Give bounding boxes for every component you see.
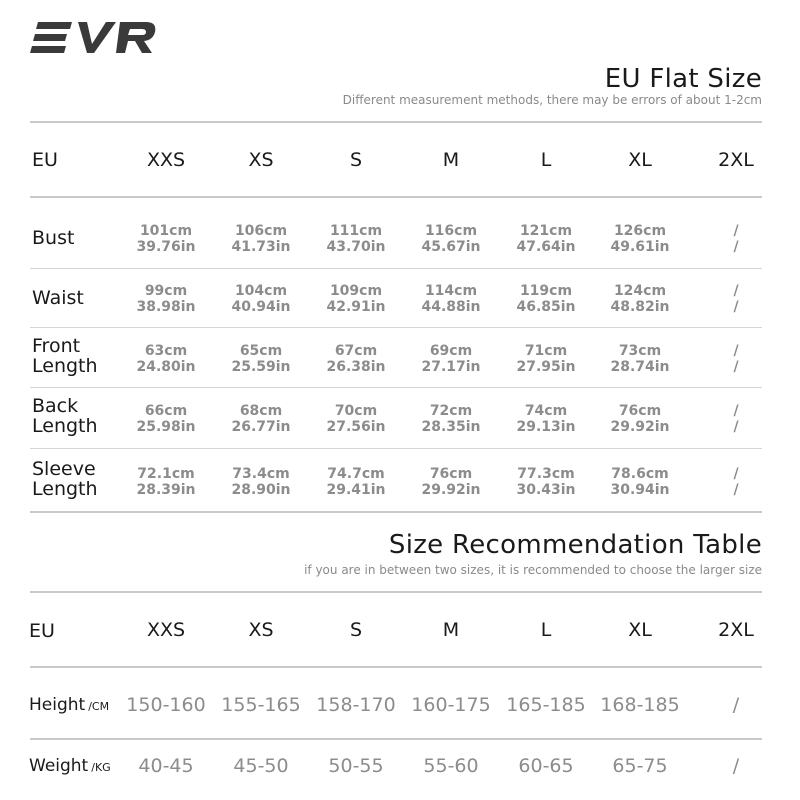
divider	[30, 738, 762, 740]
range-m: 160-175	[411, 694, 491, 716]
value-cm: 73.4cm	[232, 466, 290, 482]
value-cm: /	[733, 403, 739, 419]
measurement-xs	[231, 466, 290, 498]
value-in: 28.74in	[610, 359, 670, 375]
header-eu: EU	[29, 620, 55, 642]
value-in: 47.64in	[516, 239, 576, 255]
range-xxs: 150-160	[126, 694, 206, 716]
value-in: 49.61in	[610, 239, 670, 255]
value-cm: 63cm	[144, 343, 188, 359]
divider	[30, 666, 762, 668]
value-cm: 101cm	[139, 223, 193, 239]
measurement-s	[326, 283, 385, 315]
range-l: 165-185	[506, 694, 586, 716]
value-in: 46.85in	[516, 299, 576, 315]
value-in: 29.92in	[421, 482, 481, 498]
value-cm: 67cm	[334, 343, 378, 359]
header-size-m: M	[442, 149, 460, 171]
value-in: 42.91in	[326, 299, 386, 315]
value-in: 27.95in	[516, 359, 576, 375]
row-label	[29, 695, 109, 715]
value-in: 25.59in	[231, 359, 291, 375]
value-in: 44.88in	[421, 299, 481, 315]
value-in: 48.82in	[610, 299, 670, 315]
value-in: /	[733, 299, 739, 315]
value-in: 29.92in	[610, 419, 670, 435]
measurement-s	[326, 466, 385, 498]
measurement-l	[516, 343, 575, 375]
range-xs: 155-165	[221, 694, 301, 716]
measurement-m	[421, 283, 480, 315]
measurement-xl	[610, 283, 669, 315]
header-size-2xl: 2XL	[718, 149, 754, 171]
value-in: 28.35in	[421, 419, 481, 435]
row-label-line: Bust	[32, 227, 75, 249]
value-in: 30.94in	[610, 482, 670, 498]
measurement-xs	[231, 223, 290, 255]
value-cm: 65cm	[239, 343, 283, 359]
range-xxs: 40-45	[138, 755, 194, 777]
value-cm: 124cm	[613, 283, 667, 299]
header-eu: EU	[32, 149, 58, 171]
row-label-line: Back	[32, 395, 79, 417]
range-2xl: /	[732, 755, 740, 777]
value-cm: 73cm	[618, 343, 662, 359]
value-in: 41.73in	[231, 239, 291, 255]
header-size-xxs: XXS	[146, 149, 186, 171]
value-cm: 69cm	[429, 343, 473, 359]
value-in: 39.76in	[136, 239, 196, 255]
value-in: 28.90in	[231, 482, 291, 498]
measurement-xxs	[136, 223, 195, 255]
header-size-xl: XL	[628, 149, 652, 171]
value-in: /	[733, 482, 739, 498]
value-cm: 116cm	[424, 223, 478, 239]
row-label	[32, 288, 84, 308]
measurement-xl	[610, 223, 669, 255]
range-xl: 168-185	[600, 694, 680, 716]
divider	[30, 268, 762, 269]
value-cm: /	[733, 283, 739, 299]
measurement-2xl	[733, 343, 738, 375]
measurement-xxs	[136, 283, 195, 315]
value-cm: 104cm	[234, 283, 288, 299]
divider	[30, 591, 762, 593]
measurement-2xl	[733, 283, 738, 315]
row-label	[32, 396, 98, 436]
value-in: 27.56in	[326, 419, 386, 435]
recommendation-title: Size Recommendation Table	[388, 530, 762, 560]
header-size-l: L	[540, 619, 552, 641]
row-label-line: Length	[32, 415, 98, 437]
range-2xl: /	[732, 694, 740, 716]
header-size-xs: XS	[248, 149, 274, 171]
measurement-xxs	[136, 466, 195, 498]
row-label-text: Weight	[29, 756, 89, 776]
measurement-xl	[610, 403, 669, 435]
value-in: /	[733, 239, 739, 255]
measurement-xs	[231, 403, 290, 435]
value-cm: /	[733, 466, 739, 482]
row-label-line: Waist	[32, 287, 84, 309]
row-label-line: Front	[32, 335, 81, 357]
value-cm: 74cm	[524, 403, 568, 419]
range-xs: 45-50	[233, 755, 289, 777]
header-size-s: S	[349, 149, 363, 171]
measurement-m	[421, 466, 480, 498]
value-in: 30.43in	[516, 482, 576, 498]
header-size-xxs: XXS	[146, 619, 186, 641]
row-label	[32, 228, 74, 248]
value-in: /	[733, 359, 739, 375]
value-in: 26.77in	[231, 419, 291, 435]
value-in: 45.67in	[421, 239, 481, 255]
measurement-2xl	[733, 466, 738, 498]
measurement-l	[516, 403, 575, 435]
value-cm: 109cm	[329, 283, 383, 299]
value-cm: 106cm	[234, 223, 288, 239]
measurement-xl	[610, 466, 669, 498]
value-cm: 78.6cm	[611, 466, 669, 482]
divider	[30, 511, 762, 513]
value-in: 27.17in	[421, 359, 481, 375]
range-s: 50-55	[328, 755, 384, 777]
divider	[30, 327, 762, 328]
value-cm: 99cm	[144, 283, 188, 299]
measurement-2xl	[733, 223, 738, 255]
header-size-xl: XL	[628, 619, 652, 641]
value-cm: /	[733, 223, 739, 239]
range-l: 60-65	[518, 755, 574, 777]
measurement-l	[516, 223, 575, 255]
value-in: 25.98in	[136, 419, 196, 435]
value-cm: 121cm	[519, 223, 573, 239]
value-in: 38.98in	[136, 299, 196, 315]
value-in: 43.70in	[326, 239, 386, 255]
measurement-s	[326, 343, 385, 375]
range-xl: 65-75	[612, 755, 668, 777]
row-label	[32, 336, 98, 376]
row-label-line: Length	[32, 478, 98, 500]
value-cm: 68cm	[239, 403, 283, 419]
row-label-unit: /KG	[91, 761, 111, 774]
divider	[30, 121, 762, 123]
value-cm: 74.7cm	[327, 466, 385, 482]
value-cm: 76cm	[618, 403, 662, 419]
brand-logo	[30, 14, 160, 66]
row-label-line: Sleeve	[32, 458, 96, 480]
row-label-unit: /CM	[88, 700, 110, 713]
flat-size-subtitle: Different measurement methods, there may be errors of about 1-2cm	[342, 93, 762, 107]
value-in: 24.80in	[136, 359, 196, 375]
range-s: 158-170	[316, 694, 396, 716]
recommendation-subtitle: if you are in between two sizes, it is recommended to choose the larger size	[304, 563, 762, 577]
measurement-m	[421, 343, 480, 375]
row-label	[29, 756, 111, 776]
divider	[30, 196, 762, 198]
value-in: 28.39in	[136, 482, 196, 498]
value-cm: 66cm	[144, 403, 188, 419]
measurement-2xl	[733, 403, 738, 435]
value-in: /	[733, 419, 739, 435]
divider	[30, 387, 762, 388]
measurement-m	[421, 223, 480, 255]
measurement-xxs	[136, 403, 195, 435]
value-cm: 70cm	[334, 403, 378, 419]
value-cm: 111cm	[329, 223, 383, 239]
divider	[30, 448, 762, 449]
measurement-s	[326, 403, 385, 435]
header-size-s: S	[349, 619, 363, 641]
value-cm: 126cm	[613, 223, 667, 239]
value-cm: /	[733, 343, 739, 359]
header-size-l: L	[540, 149, 552, 171]
range-m: 55-60	[423, 755, 479, 777]
measurement-xxs	[136, 343, 195, 375]
value-cm: 119cm	[519, 283, 573, 299]
measurement-xs	[231, 343, 290, 375]
header-size-xs: XS	[248, 619, 274, 641]
row-label-line: Length	[32, 355, 98, 377]
value-cm: 77.3cm	[517, 466, 575, 482]
value-cm: 72.1cm	[137, 466, 195, 482]
measurement-l	[516, 466, 575, 498]
value-cm: 71cm	[524, 343, 568, 359]
header-size-2xl: 2XL	[718, 619, 754, 641]
value-in: 26.38in	[326, 359, 386, 375]
value-cm: 76cm	[429, 466, 473, 482]
measurement-xl	[610, 343, 669, 375]
value-in: 29.13in	[516, 419, 576, 435]
value-cm: 114cm	[424, 283, 478, 299]
measurement-l	[516, 283, 575, 315]
measurement-xs	[231, 283, 290, 315]
value-in: 40.94in	[231, 299, 291, 315]
flat-size-title: EU Flat Size	[604, 64, 762, 94]
value-in: 29.41in	[326, 482, 386, 498]
measurement-s	[326, 223, 385, 255]
header-size-m: M	[442, 619, 460, 641]
value-cm: 72cm	[429, 403, 473, 419]
row-label-text: Height	[29, 695, 86, 715]
row-label	[32, 459, 98, 499]
measurement-m	[421, 403, 480, 435]
